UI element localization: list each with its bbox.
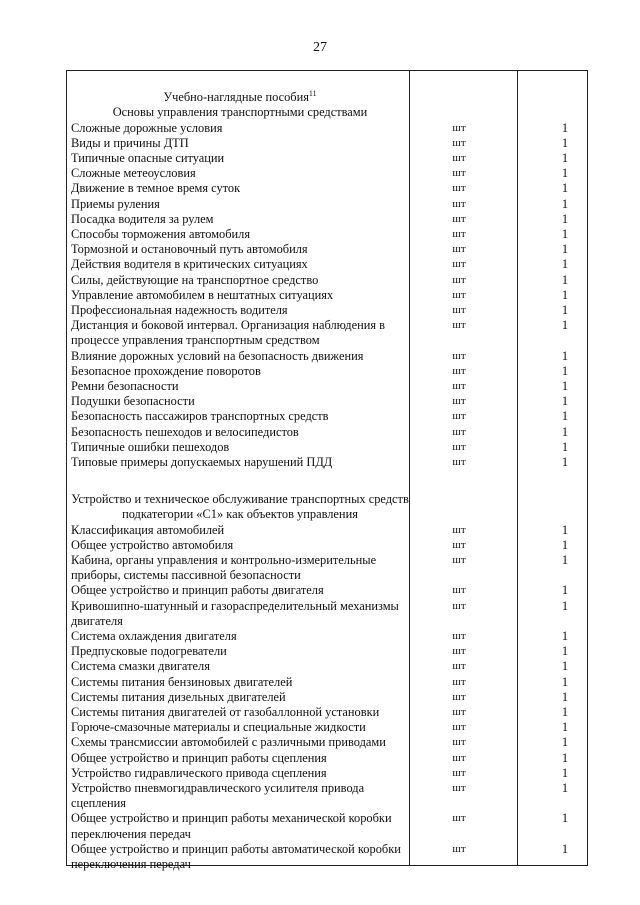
item-name: Сложные метеоусловия xyxy=(71,166,196,181)
table-row xyxy=(71,349,583,364)
item-unit: шт xyxy=(452,690,466,703)
item-name: Классификация автомобилей xyxy=(71,522,225,537)
item-name: Системы питания дизельных двигателей xyxy=(71,689,286,704)
item-unit: шт xyxy=(452,425,466,438)
item-unit: шт xyxy=(452,721,466,734)
table-row xyxy=(71,242,583,257)
table-row xyxy=(71,538,583,553)
table-row xyxy=(71,675,583,690)
section-gap xyxy=(71,470,583,492)
item-quantity: 1 xyxy=(561,781,569,796)
item-quantity: 1 xyxy=(561,302,569,317)
item-quantity: 1 xyxy=(561,257,569,272)
table-row xyxy=(71,553,583,583)
item-quantity: 1 xyxy=(561,811,569,826)
table-body xyxy=(71,86,583,872)
item-name: Общее устройство и принцип работы двигателя xyxy=(71,583,324,598)
item-quantity: 1 xyxy=(561,181,569,196)
item-name: Тормозной и остановочный путь автомобиля xyxy=(71,242,308,257)
section-heading-visual-aids xyxy=(71,86,409,105)
table-row xyxy=(71,303,583,318)
section-rows-basics xyxy=(71,121,583,471)
table-row xyxy=(71,644,583,659)
item-quantity: 1 xyxy=(561,537,569,552)
item-quantity: 1 xyxy=(561,522,569,537)
item-name: Дистанция и боковой интервал. Организация наблюдения в процессе управления транспортным средством xyxy=(71,318,385,348)
table-row xyxy=(71,394,583,409)
equipment-table xyxy=(66,70,588,872)
item-unit: шт xyxy=(452,630,466,643)
table-row xyxy=(71,751,583,766)
table-row xyxy=(71,181,583,196)
table-row xyxy=(71,425,583,440)
table-row xyxy=(71,781,583,811)
item-quantity: 1 xyxy=(561,120,569,135)
item-name: Типовые примеры допускаемых нарушений ПДД xyxy=(71,455,333,469)
item-name: Схемы трансмиссии автомобилей с различными приводами xyxy=(71,735,386,750)
table-top-border xyxy=(66,70,588,71)
item-unit: шт xyxy=(452,584,466,597)
item-name: Влияние дорожных условий на безопасность движения xyxy=(71,348,364,363)
table-row xyxy=(71,766,583,781)
table-row xyxy=(71,212,583,227)
item-quantity: 1 xyxy=(561,765,569,780)
section-subtitle: Основы управления транспортными средствами xyxy=(112,105,368,120)
item-name: Типичные опасные ситуации xyxy=(71,150,225,165)
item-unit: шт xyxy=(452,288,466,301)
item-quantity: 1 xyxy=(561,689,569,704)
item-name: Силы, действующие на транспортное средство xyxy=(71,272,319,287)
table-row xyxy=(71,705,583,720)
table-row xyxy=(71,121,583,136)
section-rows-structure xyxy=(71,523,583,873)
item-unit: шт xyxy=(452,751,466,764)
item-quantity: 1 xyxy=(561,553,569,568)
item-quantity: 1 xyxy=(561,841,569,856)
item-quantity: 1 xyxy=(561,378,569,393)
item-unit: шт xyxy=(452,182,466,195)
item-name: Приемы руления xyxy=(71,196,160,211)
item-name: Общее устройство и принцип работы автоматической коробки переключения передач xyxy=(71,841,401,872)
item-unit: шт xyxy=(452,167,466,180)
table-row xyxy=(71,720,583,735)
item-unit: шт xyxy=(452,554,466,567)
item-unit: шт xyxy=(452,212,466,225)
table-row xyxy=(71,599,583,629)
item-quantity: 1 xyxy=(561,720,569,735)
item-unit: шт xyxy=(452,121,466,134)
item-quantity: 1 xyxy=(561,659,569,674)
table-row xyxy=(71,523,583,538)
item-quantity: 1 xyxy=(561,363,569,378)
item-name: Движение в темное время суток xyxy=(71,181,241,196)
item-unit: шт xyxy=(452,782,466,795)
item-unit: шт xyxy=(452,523,466,536)
item-quantity: 1 xyxy=(561,135,569,150)
item-name: Общее устройство автомобиля xyxy=(71,537,234,552)
item-quantity: 1 xyxy=(561,583,569,598)
item-name: Действия водителя в критических ситуациях xyxy=(71,257,308,272)
table-row xyxy=(71,318,583,348)
item-unit: шт xyxy=(452,197,466,210)
item-quantity: 1 xyxy=(561,735,569,750)
item-name: Предпусковые подогреватели xyxy=(71,644,227,659)
table-row xyxy=(71,583,583,598)
item-name: Безопасное прохождение поворотов xyxy=(71,363,261,378)
item-unit: шт xyxy=(452,273,466,286)
item-name: Подушки безопасности xyxy=(71,394,195,409)
item-name: Системы питания бензиновых двигателей xyxy=(71,674,293,689)
table-row xyxy=(71,166,583,181)
table-row xyxy=(71,659,583,674)
item-quantity: 1 xyxy=(561,394,569,409)
table-row xyxy=(71,288,583,303)
table-row xyxy=(71,227,583,242)
item-quantity: 1 xyxy=(561,196,569,211)
item-name: Типичные ошибки пешеходов xyxy=(71,439,230,454)
item-unit: шт xyxy=(452,706,466,719)
item-unit: шт xyxy=(452,258,466,271)
table-row xyxy=(71,690,583,705)
item-quantity: 1 xyxy=(561,287,569,302)
table-row xyxy=(71,455,583,470)
item-name: Устройство гидравлического привода сцепления xyxy=(71,765,327,780)
item-unit: шт xyxy=(452,675,466,688)
item-quantity: 1 xyxy=(561,150,569,165)
section-heading-vehicle-structure: Устройство и техническое обслуживание транспортных средств подкатегории «С1» как объектов управления xyxy=(71,492,409,522)
table-row xyxy=(71,364,583,379)
footnote-ref: 11 xyxy=(308,89,317,98)
item-name: Способы торможения автомобиля xyxy=(71,226,251,241)
table-row xyxy=(71,151,583,166)
item-unit: шт xyxy=(452,136,466,149)
table-row xyxy=(71,842,583,872)
item-unit: шт xyxy=(452,645,466,658)
item-name: Безопасность пассажиров транспортных средств xyxy=(71,409,329,424)
table-row xyxy=(71,735,583,750)
item-name: Безопасность пешеходов и велосипедистов xyxy=(71,424,299,439)
item-quantity: 1 xyxy=(561,226,569,241)
item-name: Сложные дорожные условия xyxy=(71,120,223,135)
item-unit: шт xyxy=(452,395,466,408)
table-row xyxy=(71,409,583,424)
item-quantity: 1 xyxy=(561,409,569,424)
item-quantity: 1 xyxy=(561,439,569,454)
item-name: Управление автомобилем в нештатных ситуациях xyxy=(71,287,334,302)
item-unit: шт xyxy=(452,599,466,612)
item-quantity: 1 xyxy=(561,644,569,659)
item-quantity: 1 xyxy=(561,674,569,689)
item-quantity: 1 xyxy=(561,348,569,363)
item-name: Ремни безопасности xyxy=(71,378,179,393)
page-number: 27 xyxy=(313,40,327,55)
item-name: Горюче-смазочные материалы и специальные жидкости xyxy=(71,720,366,735)
item-name: Виды и причины ДТП xyxy=(71,135,189,150)
item-unit: шт xyxy=(452,243,466,256)
item-name: Посадка водителя за рулем xyxy=(71,211,214,226)
item-unit: шт xyxy=(452,303,466,316)
item-unit: шт xyxy=(452,812,466,825)
table-row xyxy=(71,197,583,212)
section-title: Учебно-наглядные пособия xyxy=(163,90,309,105)
item-quantity: 1 xyxy=(561,166,569,181)
item-unit: шт xyxy=(452,842,466,855)
item-unit: шт xyxy=(452,349,466,362)
table-row xyxy=(71,811,583,841)
item-quantity: 1 xyxy=(561,318,569,333)
item-unit: шт xyxy=(452,538,466,551)
item-unit: шт xyxy=(452,766,466,779)
item-name: Общее устройство и принцип работы механической коробки переключения передач xyxy=(71,811,392,841)
table-row xyxy=(71,440,583,455)
item-quantity: 1 xyxy=(561,705,569,720)
table-row xyxy=(71,136,583,151)
item-quantity: 1 xyxy=(561,242,569,257)
item-name: Кривошипно-шатунный и газораспределительный механизмы двигателя xyxy=(71,598,399,628)
item-quantity: 1 xyxy=(561,629,569,644)
table-row xyxy=(71,379,583,394)
item-quantity: 1 xyxy=(561,424,569,439)
item-quantity: 1 xyxy=(561,598,569,613)
item-unit: шт xyxy=(452,410,466,423)
item-name: Системы питания двигателей от газобаллонной установки xyxy=(71,705,380,720)
item-unit: шт xyxy=(452,364,466,377)
table-row xyxy=(71,257,583,272)
item-name: Система смазки двигателя xyxy=(71,659,210,674)
item-quantity: 1 xyxy=(561,455,569,469)
item-unit: шт xyxy=(452,379,466,392)
item-name: Общее устройство и принцип работы сцепления xyxy=(71,750,327,765)
item-unit: шт xyxy=(452,456,466,468)
item-unit: шт xyxy=(452,319,466,332)
item-unit: шт xyxy=(452,660,466,673)
table-row xyxy=(71,273,583,288)
item-unit: шт xyxy=(452,151,466,164)
item-quantity: 1 xyxy=(561,272,569,287)
item-unit: шт xyxy=(452,440,466,453)
item-name: Кабина, органы управления и контрольно-измерительные приборы, системы пассивной безопасности xyxy=(71,553,377,583)
item-name: Система охлаждения двигателя xyxy=(71,629,237,644)
table-row xyxy=(71,629,583,644)
item-unit: шт xyxy=(452,736,466,749)
item-name: Устройство пневмогидравлического усилителя привода сцепления xyxy=(71,781,365,811)
item-quantity: 1 xyxy=(561,211,569,226)
item-quantity: 1 xyxy=(561,750,569,765)
item-name: Профессиональная надежность водителя xyxy=(71,302,288,317)
item-unit: шт xyxy=(452,227,466,240)
